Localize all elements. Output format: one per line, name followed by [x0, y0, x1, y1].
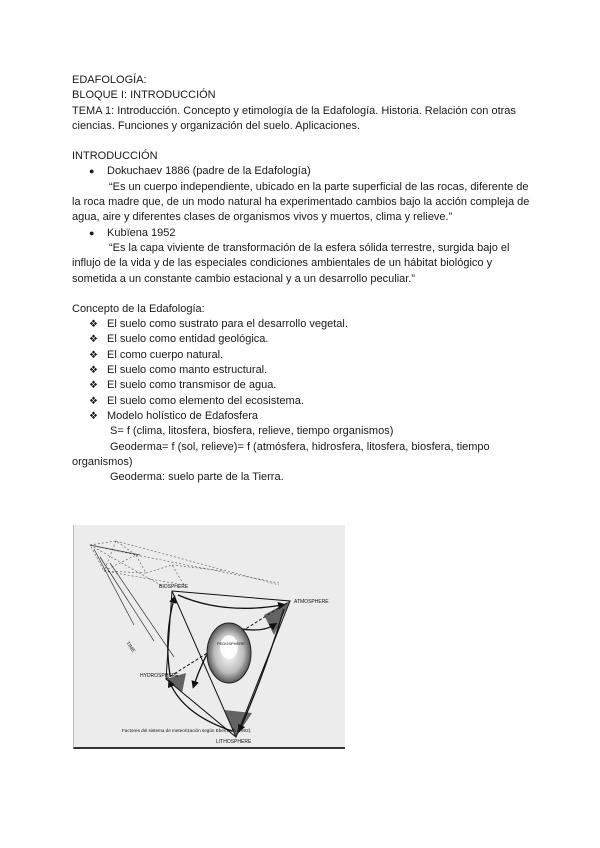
author-item	[72, 164, 532, 179]
diamond-bullet-icon: ❖	[89, 319, 98, 331]
intro-heading: INTRODUCCIÓN	[72, 150, 158, 163]
concept-heading: Concepto de la Edafología:	[72, 302, 205, 315]
document-body	[72, 73, 532, 485]
author-item	[72, 226, 532, 241]
formula-geoderma: Geoderma= f (sol, relieve)= f (atmósfera, hidrosfera, litosfera, biosfera, tiempo organismos)	[72, 440, 490, 468]
concept-item: ❖ Modelo holístico de Edafosfera	[72, 409, 532, 424]
author-name: Kubïena 1952	[107, 226, 176, 239]
label-hydrosphere: HYDROSPHERE	[140, 673, 179, 679]
author-name: Dokuchaev 1886 (padre de la Edafología)	[107, 165, 311, 178]
diamond-bullet-icon: ❖	[89, 410, 98, 422]
author-quote: “Es la capa viviente de transformación de la esfera sólida terrestre, surgida bajo el influjo de la vida y de las especiales condiciones ambientales de un hábitat biológico y sometida a un constante cambio estacional y a un desarrollo peculiar.”	[72, 241, 510, 285]
diamond-bullet-icon: ❖	[89, 395, 98, 407]
concept-item: ❖ El suelo como entidad geológica.	[72, 332, 532, 347]
tema-description: TEMA 1: Introducción. Concepto y etimología de la Edafología. Historia. Relación con otras ciencias. Funciones y organización del suelo. Aplicaciones.	[72, 104, 516, 132]
concept-item: ❖ El suelo como manto estructural.	[72, 363, 532, 378]
diamond-bullet-icon: ❖	[89, 334, 98, 346]
label-lithosphere: LITHOSPHERE	[216, 739, 252, 745]
figure-caption: Factores del sistema de meteorización según Ebermeth (1992).	[122, 728, 252, 733]
diamond-bullet-icon: ❖	[89, 380, 98, 392]
block-heading: BLOQUE I: INTRODUCCIÓN	[72, 89, 216, 102]
label-pedosphere: PEDOSPHERE	[217, 641, 245, 646]
concept-item: ❖ El suelo como elemento del ecosistema.	[72, 394, 532, 409]
label-time: TIME	[124, 640, 137, 654]
geoderma-definition: Geoderma: suelo parte de la Tierra.	[110, 471, 284, 484]
label-biosphere: BIOSPHERE	[159, 584, 189, 590]
concept-item: ❖ El como cuerpo natural.	[72, 348, 532, 363]
concept-item: ❖ El suelo como sustrato para el desarrollo vegetal.	[72, 317, 532, 332]
label-atmosphere: ATMOSPHERE	[294, 599, 329, 605]
bullet-dot-icon: ●	[89, 227, 95, 238]
document-title: EDAFOLOGÍA:	[72, 74, 147, 86]
formula-soil: S= f (clima, litosfera, biosfera, relieve, tiempo organismos)	[110, 425, 394, 438]
author-quote: “Es un cuerpo independiente, ubicado en la parte superficial de las rocas, diferente de la roca madre que, de un modo natural ha experimentado cambios bajo la acción compleja de agua, aire y diferentes clases de organismos vivos y muertos, clima y relieve.”	[72, 180, 530, 224]
diamond-bullet-icon: ❖	[89, 365, 98, 377]
diagram-drawing	[74, 525, 345, 747]
bullet-dot-icon: ●	[89, 166, 95, 177]
diamond-bullet-icon: ❖	[89, 349, 98, 361]
concept-item: ❖ El suelo como transmisor de agua.	[72, 378, 532, 393]
edafosfera-diagram	[73, 525, 345, 749]
